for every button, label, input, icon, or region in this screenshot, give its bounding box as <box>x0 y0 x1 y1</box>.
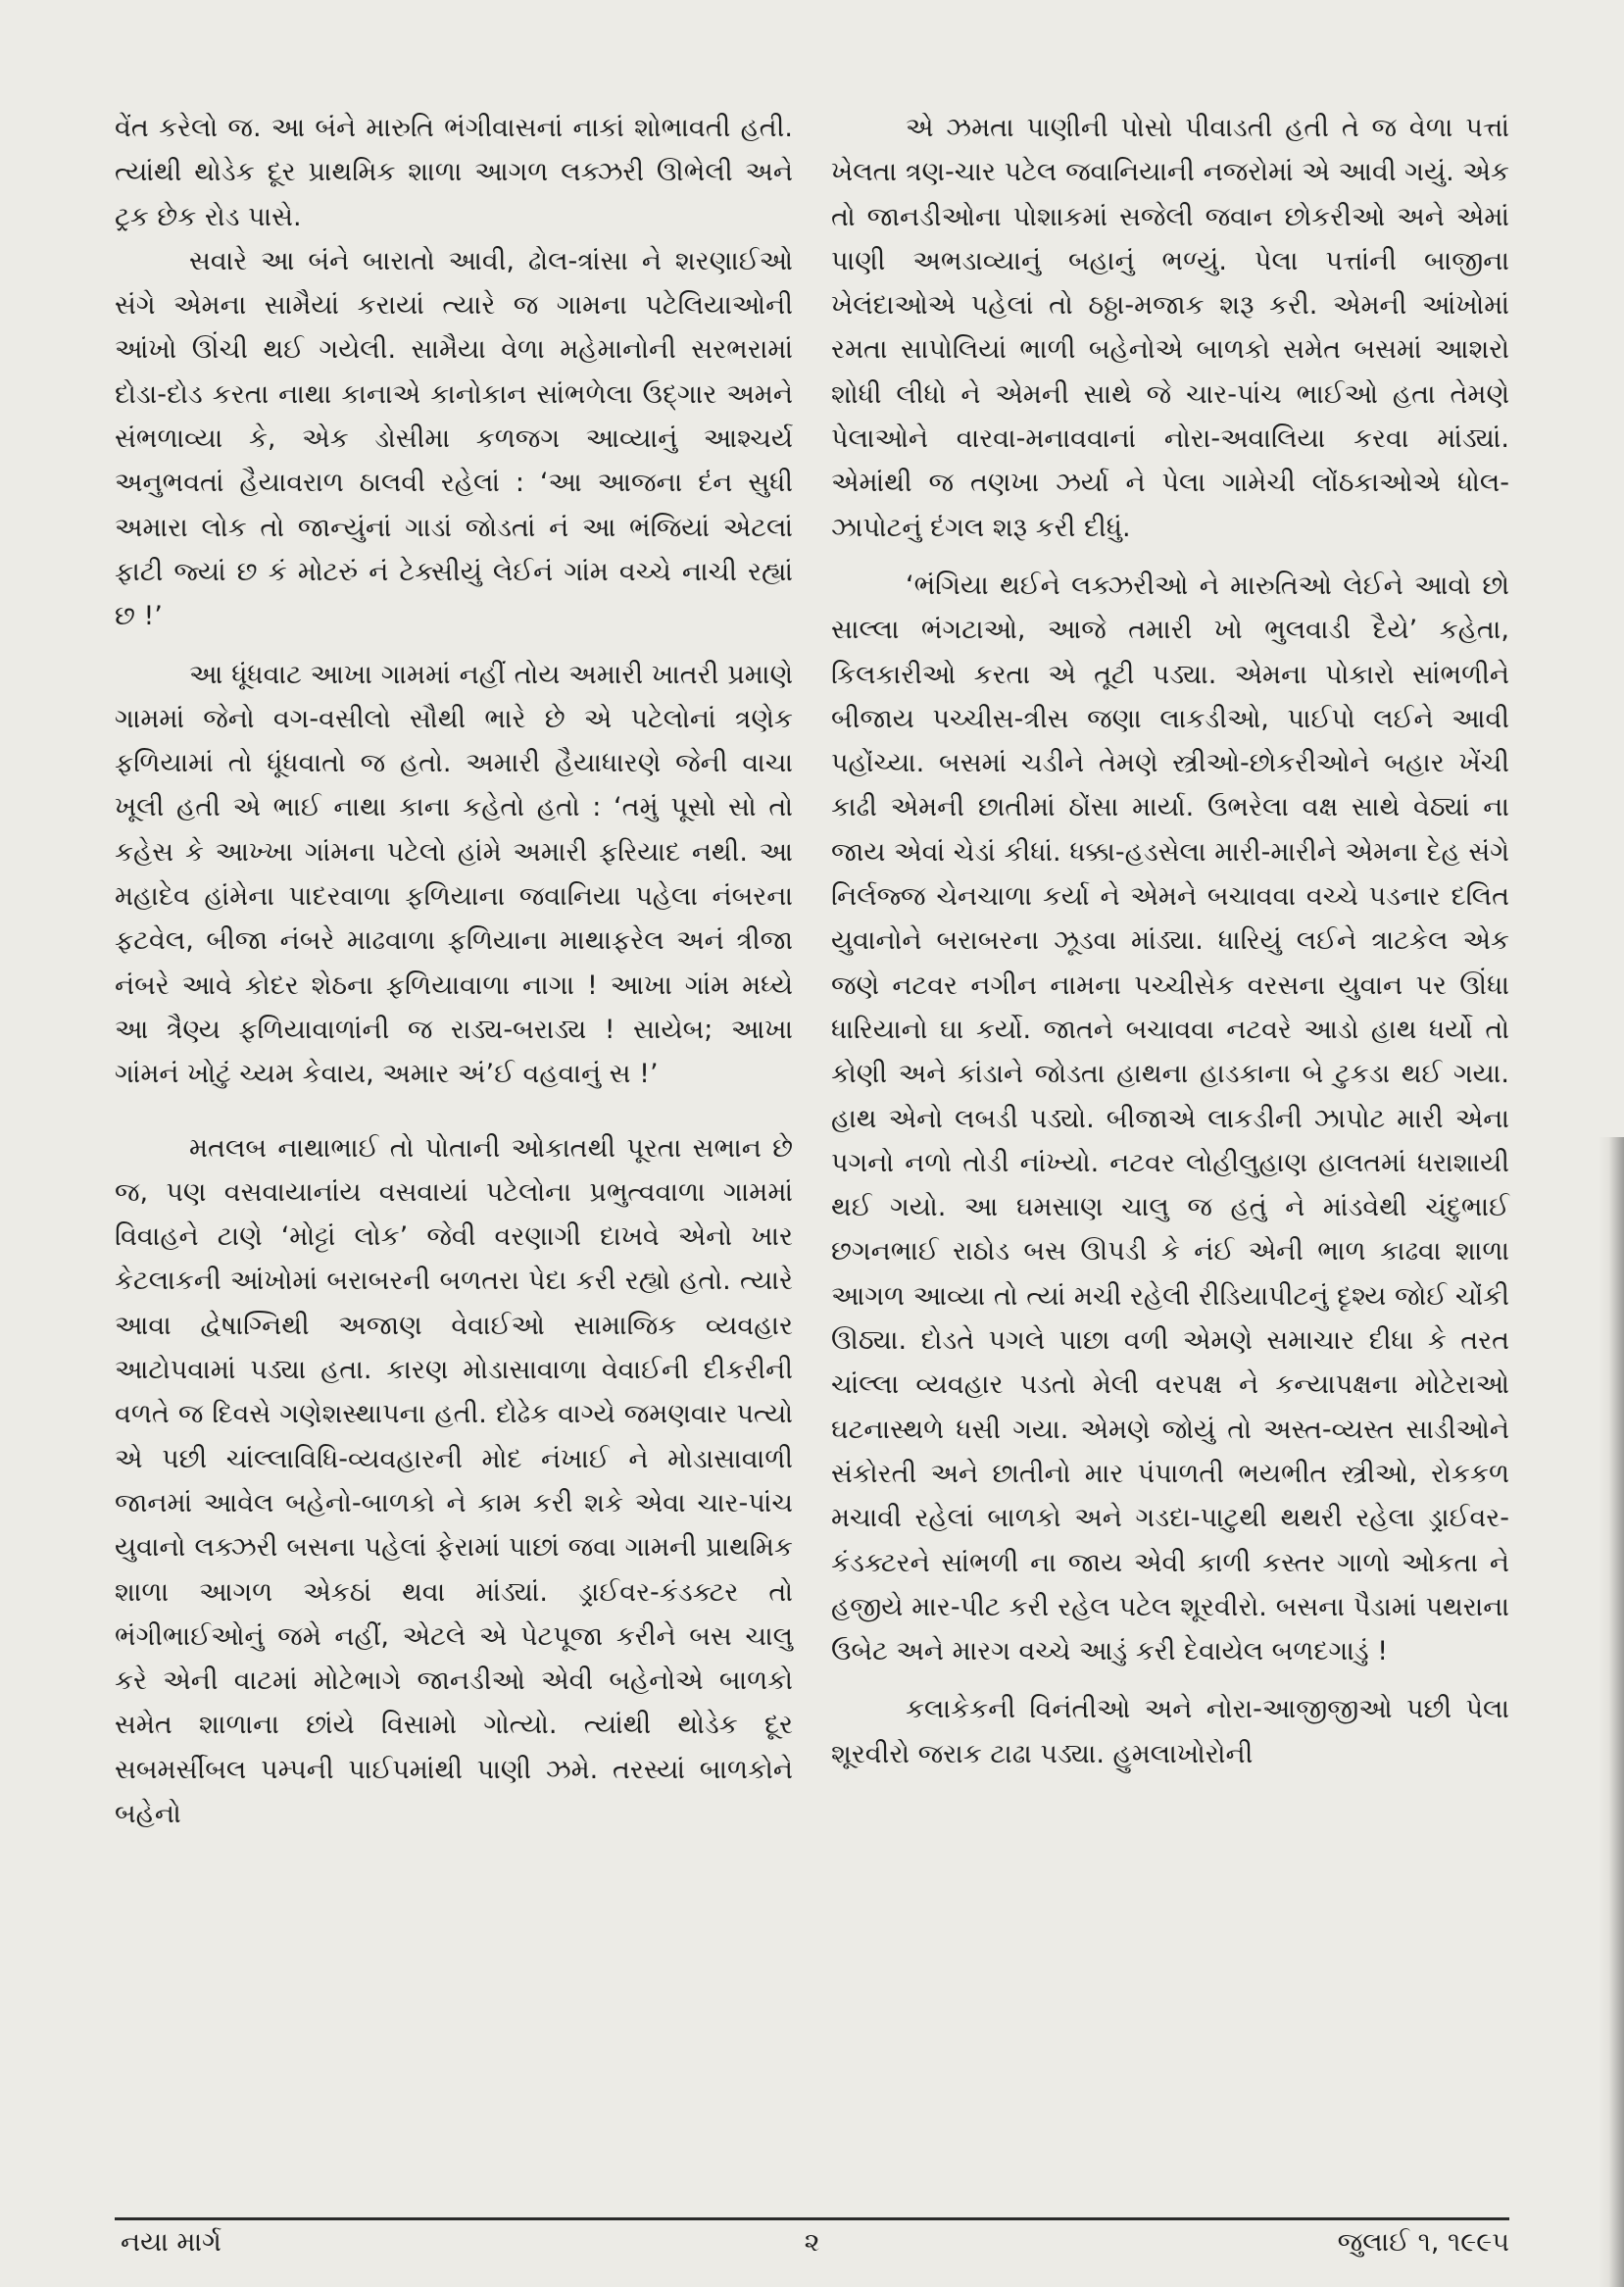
footer-divider <box>115 2217 1509 2220</box>
paragraph: વેંત કરેલો જ. આ બંને મારુતિ ભંગીવાસનાં નાકાં શોભાવતી હતી. ત્યાંથી થોડેક દૂર પ્રાથમિક શાળા આગળ લક્ઝરી ઊભેલી અને ટ્રક છેક રોડ પાસે. <box>115 113 793 232</box>
issue-date: જુલાઈ ૧, ૧૯૯૫ <box>1337 2227 1509 2258</box>
paragraph: મતલબ નાથાભાઈ તો પોતાની ઓકાતથી પૂરતા સભાન છે જ, પણ વસવાયાનાંય વસવાયાં પટેલોના પ્રભુત્વવાળા ગામમાં વિવાહને ટાણે ‘મોટ્ટાં લોક’ જેવી વરણાગી દાખવે એનો ખાર કેટલાકની આંખોમાં બરાબરની બળતરા પેદા કરી રહ્યો હતો. ત્યારે આવા દ્વેષાગ્નિથી અજાણ વેવાઈઓ સામાજિક વ્યવહાર આટોપવામાં પડ્યા હતા. કારણ મોડાસાવાળા વેવાઈની દીકરીની વળતે જ દિવસે ગણેશસ્થાપના હતી. દોઢેક વાગ્યે જમણવાર પત્યો એ પછી ચાંલ્લાવિધિ-વ્યવહારની મોદ નંખાઈ ને મોડાસાવાળી જાનમાં આવેલ બહેનો-બાળકો ને કામ કરી શકે એવા ચાર-પાંચ યુવાનો લક્ઝરી બસના પહેલાં ફેરામાં પાછાં જવા ગામની પ્રાથમિક શાળા આગળ એકઠાં થવા માંડ્યાં. ડ્રાઈવર-કંડક્ટર તો ભંગીભાઈઓનું જમે નહીં, એટલે એ પેટપૂજા કરીને બસ ચાલુ કરે એની વાટમાં મોટેભાગે જાનડીઓ એવી બહેનોએ બાળકો સમેત શાળાના છાંયે વિસામો ગોત્યો. ત્યાંથી થોડેક દૂર સબમર્સીબલ પમ્પની પાઈપમાંથી પાણી ઝમે. તરસ્યાં બાળકોને બહેનો <box>115 1132 793 1829</box>
torn-edge <box>1599 1137 1624 2287</box>
paragraph: ‘ભંગિયા થઈને લક્ઝરીઓ ને મારુતિઓ લેઈને આવો છો સાલ્લા ભંગટાઓ, આજે તમારી ખો ભુલવાડી દૈયે’ કહેતા, કિલકારીઓ કરતા એ તૂટી પડ્યા. એમના પોકારો સાંભળીને બીજાય પચ્ચીસ-ત્રીસ જણા લાકડીઓ, પાઈપો લઈને આવી પહોંચ્યા. બસમાં ચડીને તેમણે સ્ત્રીઓ-છોકરીઓને બહાર ખેંચી કાઢી એમની છાતીમાં ઠોંસા માર્યા. ઉભરેલા વક્ષ સાથે વેઠ્યાં ના જાય એવાં ચેડાં કીધાં. ધક્કા-હડસેલા મારી-મારીને એમના દેહ સંગે નિર્લજ્જ ચેનચાળા કર્યા ને એમને બચાવવા વચ્ચે પડનાર દલિત યુવાનોને બરાબરના ઝૂડવા માંડ્યા. ધારિયું લઈને ત્રાટકેલ એક જણે નટવર નગીન નામના પચ્ચીસેક વરસના યુવાન પર ઊંધા ધારિયાનો ઘા કર્યો. જાતને બચાવવા નટવરે આડો હાથ ધર્યો તો કોણી અને કાંડાને જોડતા હાથના હાડકાના બે ટુકડા થઈ ગયા. હાથ એનો લબડી પડ્યો. બીજાએ લાકડીની ઝાપોટ મારી એના પગનો નળો તોડી નાંખ્યો. નટવર લોહીલુહાણ હાલતમાં ધરાશાયી થઈ ગયો. આ ઘમસાણ ચાલુ જ હતું ને માંડવેથી ચંદુભાઈ છગનભાઈ રાઠોડ બસ ઊપડી કે નંઈ એની ભાળ કાઢવા શાળા આગળ આવ્યા તો ત્યાં મચી રહેલી રીડિયાપીટનું દૃશ્ય જોઈ ચોંકી ઊઠ્યા. દોડતે પગલે પાછા વળી એમણે સમાચાર દીધા કે તરત ચાંલ્લા વ્યવહાર પડતો મેલી વરપક્ષ ને કન્યાપક્ષના મોટેરાઓ ઘટનાસ્થળે ધસી ગયા. એમણે જોયું તો અસ્ત-વ્યસ્ત સાડીઓને સંકોરતી અને છાતીનો માર પંપાળતી ભયભીત સ્ત્રીઓ, રોકકળ મચાવી રહેલાં બાળકો અને ગડદા-પાટુથી થથરી રહેલા ડ્રાઈવર-કંડક્ટરને સાંભળી ના જાય એવી કાળી કસ્તર ગાળો ઓકતા ને હજીયે માર-પીટ કરી રહેલ પટેલ શૂરવીરો. બસના પૈડામાં પથરાના ઉબેટ અને મારગ વચ્ચે આડું કરી દેવાયેલ બળદગાડું ! <box>831 570 1509 1667</box>
paragraph: એ ઝમતા પાણીની પોસો પીવાડતી હતી તે જ વેળા પત્તાં ખેલતા ત્રણ-ચાર પટેલ જવાનિયાની નજરોમાં એ આવી ગયું. એક તો જાનડીઓના પોશાકમાં સજેલી જવાન છોકરીઓ અને એમાં પાણી અભડાવ્યાનું બહાનું ભળ્યું. પેલા પત્તાંની બાજીના ખેલંદાઓએ પહેલાં તો ઠઠ્ઠા-મજાક શરૂ કરી. એમની આંખોમાં રમતા સાપોલિયાં ભાળી બહેનોએ બાળકો સમેત બસમાં આશરો શોધી લીધો ને એમની સાથે જે ચાર-પાંચ ભાઈઓ હતા તેમણે પેલાઓને વારવા-મનાવવાનાં નોરા-અવાલિયા કરવા માંડ્યાં. એમાંથી જ તણખા ઝર્યા ને પેલા ગામેચી લોંઠકાઓએ ધોલ-ઝાપોટનું દંગલ શરૂ કરી દીધું. <box>831 113 1509 543</box>
page-footer <box>115 2223 1509 2262</box>
paragraph: સવારે આ બંને બારાતો આવી, ઢોલ-ત્રાંસા ને શરણાઈઓ સંગે એમના સામૈયાં કરાયાં ત્યારે જ ગામના પટેલિયાઓની આંખો ઊંચી થઈ ગયેલી. સામૈયા વેળા મહેમાનોની સરભરામાં દોડા-દોડ કરતા નાથા કાનાએ કાનોકાન સાંભળેલા ઉદ્ગાર અમને સંભળાવ્યા કે, એક ડોસીમા કળજગ આવ્યાનું આશ્ચર્ય અનુભવતાં હૈયાવરાળ ઠાલવી રહેલાં : ‘આ આજના દંન સુધી અમારા લોક તો જાન્યુંનાં ગાડાં જોડતાં નં આ ભંજિયાં એટલાં ફાટી જ્યાં છ કં મોટરું નં ટેક્સીયું લેઈનં ગાંમ વચ્ચે નાચી રહ્યાં છ !’ <box>115 245 793 632</box>
paragraph: આ ધૂંધવાટ આખા ગામમાં નહીં તોય અમારી ખાતરી પ્રમાણે ગામમાં જેનો વગ-વસીલો સૌથી ભારે છે એ પટેલોનાં ત્રણેક ફળિયામાં તો ધૂંધવાતો જ હતો. અમારી હૈયાધારણે જેની વાચા ખૂલી હતી એ ભાઈ નાથા કાના કહેતો હતો : ‘તમું પૂસો સો તો કહેસ કે આખ્ખા ગાંમના પટેલો હાંમે અમારી ફરિયાદ નથી. આ મહાદેવ હાંમેના પાદરવાળા ફળિયાના જવાનિયા પહેલા નંબરના ફટવેલ, બીજા નંબરે માઢવાળા ફળિયાના માથાફરેલ અનં ત્રીજા નંબરે આવે કોદર શેઠના ફળિયાવાળા નાગા ! આખા ગાંમ મધ્યે આ ત્રૈણ્ય ફળિયાવાળાંની જ રાડ્ય-બરાડ્ય ! સાયેબ; આખા ગાંમનં ખોટું ચ્યમ કેવાય, અમાર અં’ઈ વહવાનું સ !’ <box>115 659 793 1090</box>
publication-name: નયા માર્ગ <box>121 2227 221 2258</box>
left-text-column <box>115 106 793 1836</box>
paragraph: કલાકેકની વિનંતીઓ અને નોરા-આજીજીઓ પછી પેલા શૂરવીરો જરાક ટાઢા પડ્યા. હુમલાખોરોની <box>831 1694 1509 1769</box>
right-text-column <box>831 106 1509 1776</box>
page-number: ૨ <box>804 2227 820 2258</box>
